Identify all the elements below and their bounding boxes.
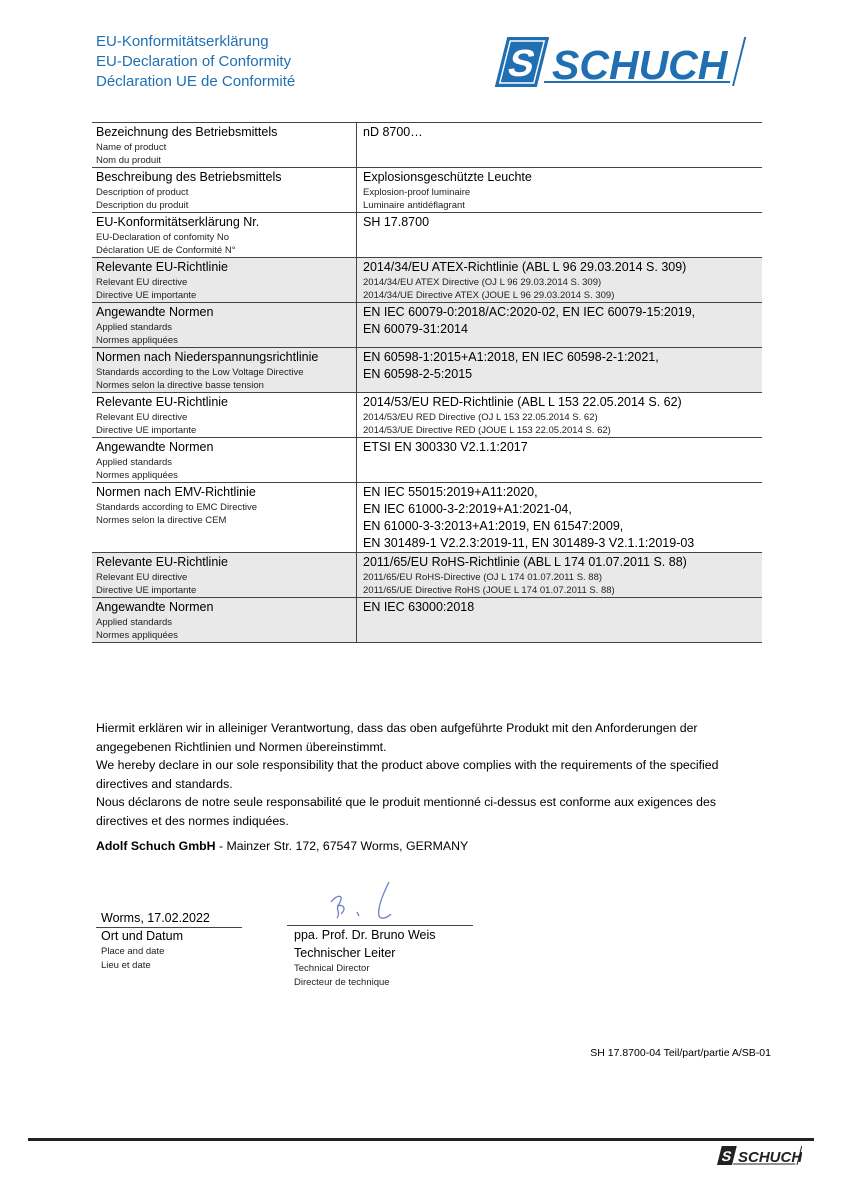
value-translation-line: 2011/65/EU RoHS-Directive (OJ L 174 01.07.2011 S. 88) (363, 572, 603, 583)
title-french: Déclaration UE de Conformité (96, 73, 296, 90)
label-french: Déclaration UE de Conformité N° (96, 245, 236, 256)
label-english: Relevant EU directive (96, 572, 188, 583)
signatory-name: ppa. Prof. Dr. Bruno Weis (294, 928, 436, 942)
row-value-cell (357, 258, 762, 302)
label-german: Angewandte Normen (96, 600, 214, 614)
row-value-cell (357, 123, 762, 167)
document-title (96, 32, 295, 92)
svg-text:S: S (719, 1149, 734, 1165)
declaration-text (96, 719, 756, 830)
company-name: Adolf Schuch GmbH (96, 839, 216, 853)
document-reference: SH 17.8700-04 Teil/part/partie A/SB-01 (590, 1047, 771, 1059)
row-value-cell (357, 213, 762, 257)
label-english: Applied standards (96, 617, 173, 628)
label-english: Applied standards (96, 322, 173, 333)
place-date-block (96, 910, 242, 973)
label-english: Applied standards (96, 457, 173, 468)
value-line: Explosionsgeschützte Leuchte (363, 170, 532, 184)
place-date-label-fr: Lieu et date (101, 960, 151, 971)
table-row (92, 553, 762, 598)
table-row (92, 213, 762, 258)
row-value-cell (357, 393, 762, 437)
declaration-french: Nous déclarons de notre seule responsabilité que le produit mentionné ci-dessus est conforme aux exigences des directives et des normes indiquées. (96, 795, 716, 828)
label-french: Directive UE importante (96, 290, 197, 301)
place-date-value: Worms, 17.02.2022 (101, 911, 210, 925)
row-label-cell (92, 598, 357, 642)
label-english: EU-Declaration of confomity No (96, 232, 230, 243)
table-row (92, 598, 762, 643)
svg-text:S: S (503, 42, 540, 85)
label-french: Normes selon la directive basse tension (96, 380, 264, 391)
label-german: Beschreibung des Betriebsmittels (96, 170, 282, 184)
value-translation-line: 2014/53/UE Directive RED (JOUE L 153 22.05.2014 S. 62) (363, 425, 611, 436)
footer-divider (28, 1138, 814, 1141)
label-german: Normen nach EMV-Richtlinie (96, 485, 256, 499)
label-french: Normes selon la directive CEM (96, 515, 227, 526)
label-german: Relevante EU-Richtlinie (96, 395, 229, 409)
handwritten-signature (287, 880, 473, 925)
row-label-cell (92, 393, 357, 437)
value-line: EN 60598-1:2015+A1:2018, EN IEC 60598-2-1:2021, (363, 350, 659, 364)
row-value-cell (357, 553, 762, 597)
row-value-cell (357, 348, 762, 392)
value-line: ETSI EN 300330 V2.1.1:2017 (363, 440, 528, 454)
value-translation-line: 2014/34/UE Directive ATEX (JOUE L 96 29.03.2014 S. 309) (363, 290, 615, 301)
table-row (92, 393, 762, 438)
value-line: 2014/34/EU ATEX-Richtlinie (ABL L 96 29.03.2014 S. 309) (363, 260, 687, 274)
row-label-cell (92, 123, 357, 167)
title-english: EU-Declaration of Conformity (96, 53, 292, 70)
label-german: Normen nach Niederspannungsrichtlinie (96, 350, 319, 364)
value-line: EN 60079-31:2014 (363, 322, 468, 336)
value-line: nD 8700… (363, 125, 423, 139)
row-value-cell (357, 438, 762, 482)
label-german: Angewandte Normen (96, 440, 214, 454)
label-french: Normes appliquées (96, 470, 178, 481)
table-row (92, 258, 762, 303)
signatory-block (287, 880, 473, 990)
value-line: EN IEC 61000-3-2:2019+A1:2021-04, (363, 502, 572, 516)
row-label-cell (92, 303, 357, 347)
table-row (92, 348, 762, 393)
value-translation-line: 2011/65/UE Directive RoHS (JOUE L 174 01.07.2011 S. 88) (363, 585, 615, 596)
label-french: Directive UE importante (96, 425, 197, 436)
row-value-cell (357, 598, 762, 642)
label-german: Bezeichnung des Betriebsmittels (96, 125, 278, 139)
title-german: EU-Konformitätserklärung (96, 33, 269, 50)
signatory-title-en: Technical Director (294, 963, 370, 974)
company-address (96, 837, 468, 855)
footer-logo (716, 1145, 802, 1167)
table-row (92, 483, 762, 553)
value-line: SH 17.8700 (363, 215, 430, 229)
label-german: Relevante EU-Richtlinie (96, 555, 229, 569)
row-value-cell (357, 303, 762, 347)
row-label-cell (92, 348, 357, 392)
footer-logo-wordmark: SCHUCH (738, 1149, 802, 1166)
value-translation-line: Luminaire antidéflagrant (363, 200, 465, 211)
signatory-title: Technischer Leiter (294, 946, 396, 960)
value-line: EN IEC 55015:2019+A11:2020, (363, 485, 538, 499)
declaration-english: We hereby declare in our sole responsibility that the product above complies with the requirements of the specified directives and standards. (96, 758, 719, 791)
label-german: Relevante EU-Richtlinie (96, 260, 229, 274)
row-label-cell (92, 483, 357, 552)
conformity-table (92, 122, 762, 643)
label-french: Normes appliquées (96, 335, 178, 346)
signatory-title-fr: Directeur de technique (294, 977, 390, 988)
label-french: Normes appliquées (96, 630, 178, 641)
label-english: Description of product (96, 187, 189, 198)
row-value-cell (357, 168, 762, 212)
label-english: Relevant EU directive (96, 277, 188, 288)
label-english: Standards according to the Low Voltage Directive (96, 367, 304, 378)
value-line: EN 61000-3-3:2013+A1:2019, EN 61547:2009, (363, 519, 624, 533)
row-value-cell (357, 483, 762, 552)
table-row (92, 123, 762, 168)
declaration-german: Hiermit erklären wir in alleiniger Verantwortung, dass das oben aufgeführte Produkt mit den Anforderungen der angegebenen Richtlinien und Normen übereinstimmt. (96, 721, 698, 754)
row-label-cell (92, 553, 357, 597)
schuch-logo (492, 34, 750, 90)
row-label-cell (92, 438, 357, 482)
label-french: Directive UE importante (96, 585, 197, 596)
company-street: - Mainzer Str. 172, 67547 Worms, GERMANY (215, 839, 469, 853)
place-date-label-en: Place and date (101, 946, 165, 957)
label-french: Nom du produit (96, 155, 161, 166)
place-date-label: Ort und Datum (101, 929, 183, 943)
row-label-cell (92, 258, 357, 302)
logo-wordmark: SCHUCH (552, 42, 728, 88)
label-german: EU-Konformitätserklärung Nr. (96, 215, 260, 229)
value-line: EN 60598-2-5:2015 (363, 367, 473, 381)
value-translation-line: 2014/34/EU ATEX Directive (OJ L 96 29.03.2014 S. 309) (363, 277, 602, 288)
table-row (92, 168, 762, 213)
label-english: Standards according to EMC Directive (96, 502, 258, 513)
value-line: 2014/53/EU RED-Richtlinie (ABL L 153 22.05.2014 S. 62) (363, 395, 682, 409)
row-label-cell (92, 213, 357, 257)
label-german: Angewandte Normen (96, 305, 214, 319)
label-english: Relevant EU directive (96, 412, 188, 423)
table-row (92, 438, 762, 483)
value-line: EN 301489-1 V2.2.3:2019-11, EN 301489-3 V2.1.1:2019-03 (363, 536, 695, 550)
row-label-cell (92, 168, 357, 212)
value-line: EN IEC 60079-0:2018/AC:2020-02, EN IEC 60079-15:2019, (363, 305, 696, 319)
value-line: 2011/65/EU RoHS-Richtlinie (ABL L 174 01.07.2011 S. 88) (363, 555, 687, 569)
table-row (92, 303, 762, 348)
value-translation-line: Explosion-proof luminaire (363, 187, 471, 198)
value-translation-line: 2014/53/EU RED Directive (OJ L 153 22.05.2014 S. 62) (363, 412, 598, 423)
value-line: EN IEC 63000:2018 (363, 600, 475, 614)
label-french: Description du produit (96, 200, 189, 211)
label-english: Name of product (96, 142, 167, 153)
